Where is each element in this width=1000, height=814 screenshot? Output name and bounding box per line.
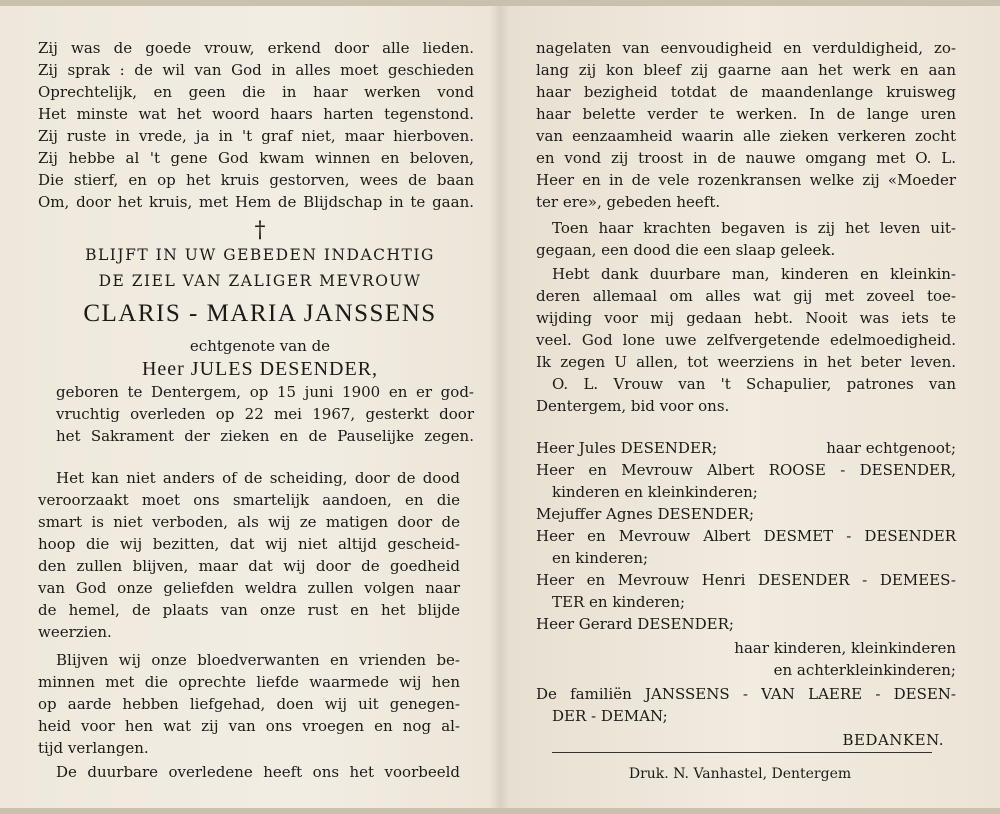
text-line: Dentergem, bid voor ons. — [536, 397, 730, 415]
thanks-line: BEDANKEN. — [842, 731, 944, 749]
poem-line: Zij ruste in vrede, ja in 't graf niet, maar hierboven. — [38, 127, 474, 145]
text-line: Ik zegen U allen, tot weerziens in het beter leven. — [536, 353, 956, 371]
text-line: en vond zij troost in de nauwe omgang met O. L. — [536, 149, 956, 167]
family-line: De familiën JANSSENS - VAN LAERE - DESEN- — [536, 685, 956, 703]
text-line: den zullen blijven, maar dat wij door de goedheid — [38, 557, 460, 575]
text-line: deren allemaal om alles wat gij met zoveel toe- — [536, 287, 956, 305]
poem-line: Het minste wat het woord haars harten tegenstond. — [38, 105, 474, 123]
family-line: Heer en Mevrouw Albert ROOSE - DESENDER, — [536, 461, 956, 479]
text-line: wijding voor mij gedaan hebt. Nooit was iets te — [536, 309, 956, 327]
right-page — [530, 0, 960, 814]
family-line: Heer Jules DESENDER; — [536, 439, 718, 457]
birth-death-line: geboren te Dentergem, op 15 juni 1900 en er god- — [56, 383, 474, 401]
text-line: lang zij kon bleef zij gaarne aan het werk en aan — [536, 61, 956, 79]
text-line: Blijven wij onze bloedverwanten en vrienden be- — [56, 651, 460, 669]
text-line: haar bezigheid totdat de maandenlange kruisweg — [536, 83, 956, 101]
deceased-name: CLARIS - MARIA JANSSENS — [83, 300, 437, 327]
text-line: veel. God lone uwe zelfvergetende edelmoedigheid. — [536, 331, 956, 349]
text-line: hoop die wij bezitten, dat wij niet altijd gescheid- — [38, 535, 460, 553]
birth-death-line: het Sakrament der zieken en de Pauselijke zegen. — [56, 427, 474, 445]
poem-line: Die stierf, en op het kruis gestorven, wees de baan — [38, 171, 474, 189]
family-line: en achterkleinkinderen; — [773, 661, 956, 679]
poem-line: Om, door het kruis, met Hem de Blijdschap in te gaan. — [38, 193, 474, 211]
family-line: TER en kinderen; — [552, 593, 686, 611]
text-line: weerzien. — [38, 623, 112, 641]
text-line: Toen haar krachten begaven is zij het leven uit- — [552, 219, 956, 237]
text-line: Heer en in de vele rozenkransen welke zij «Moeder — [536, 171, 956, 189]
text-line: Hebt dank duurbare man, kinderen en kleinkin- — [552, 265, 956, 283]
text-line: smart is niet verboden, als wij ze matigen door de — [38, 513, 460, 531]
family-line: haar kinderen, kleinkinderen — [734, 639, 956, 657]
text-line: minnen met die oprechte liefde waarmede wij hen — [38, 673, 460, 691]
divider-line — [552, 752, 932, 753]
printer-credit: Druk. N. Vanhastel, Dentergem — [628, 766, 852, 782]
text-line: haar belette verder te werken. In de lange uren — [536, 105, 956, 123]
family-line: Mejuffer Agnes DESENDER; — [536, 505, 755, 523]
text-line: veroorzaakt moet ons smartelijk aandoen, en die — [38, 491, 460, 509]
left-page — [30, 0, 474, 814]
text-line: tijd verlangen. — [38, 739, 149, 757]
family-line: Heer Gerard DESENDER; — [536, 615, 734, 633]
text-line: ter ere», gebeden heeft. — [536, 193, 721, 211]
text-line: van eenzaamheid waarin alle zieken verkeren zocht — [536, 127, 956, 145]
spouse-intro: echtgenote van de — [189, 337, 331, 355]
text-line: gegaan, een dood die een slaap geleek. — [536, 241, 836, 259]
text-line: de hemel, de plaats van onze rust en het blijde — [38, 601, 460, 619]
family-line: Heer en Mevrouw Henri DESENDER - DEMEES- — [536, 571, 956, 589]
family-role: haar echtgenoot; — [826, 439, 956, 457]
birth-death-line: vruchtig overleden op 22 mei 1967, gesterkt door — [56, 405, 474, 423]
heading-remember: BLIJFT IN UW GEBEDEN INDACHTIG — [85, 246, 435, 264]
text-line: Het kan niet anders of de scheiding, door de dood — [56, 469, 460, 487]
text-line: nagelaten van eenvoudigheid en verduldigheid, zo- — [536, 39, 956, 57]
poem-line: Zij hebbe al 't gene God kwam winnen en beloven, — [38, 149, 474, 167]
family-line: en kinderen; — [552, 549, 649, 567]
heading-soul: DE ZIEL VAN ZALIGER MEVROUW — [98, 272, 422, 290]
text-line: De duurbare overledene heeft ons het voorbeeld — [56, 763, 460, 781]
poem-line: Zij was de goede vrouw, erkend door alle lieden. — [38, 39, 474, 57]
family-line: Heer en Mevrouw Albert DESMET - DESENDER — [536, 527, 956, 545]
text-line: van God onze geliefden weldra zullen volgen naar — [38, 579, 460, 597]
family-line: DER - DEMAN; — [552, 707, 668, 725]
text-line: op aarde hebben liefgehad, doen wij uit genegen- — [38, 695, 460, 713]
spouse-name: Heer JULES DESENDER, — [141, 358, 379, 380]
cross-icon: † — [254, 218, 266, 243]
text-line: heid voor hen wat zij van ons vroegen en nog al- — [38, 717, 460, 735]
text-line: O. L. Vrouw van 't Schapulier, patrones van — [552, 375, 956, 393]
poem-line: Zij sprak : de wil van God in alles moet geschieden — [38, 61, 474, 79]
family-line: kinderen en kleinkinderen; — [552, 483, 758, 501]
poem-line: Oprechtelijk, en geen die in haar werken vond — [38, 83, 474, 101]
